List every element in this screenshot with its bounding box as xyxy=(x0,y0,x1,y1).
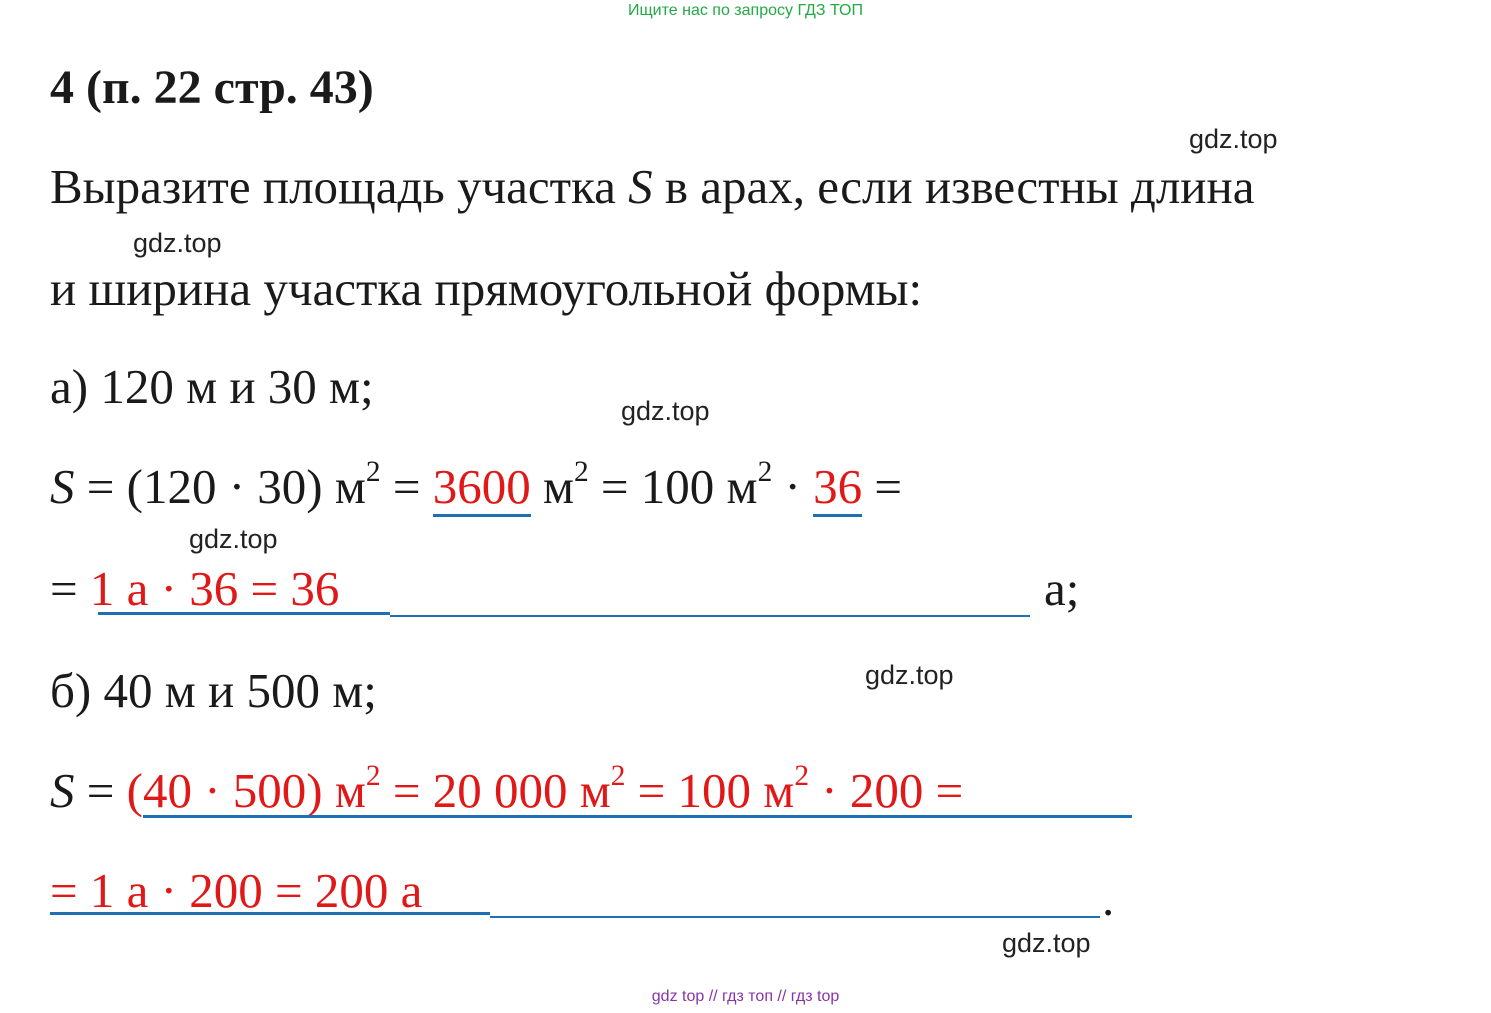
watermark: gdz.top xyxy=(865,660,954,690)
exercise-title: 4 (п. 22 стр. 43) xyxy=(50,61,374,114)
part-b-label: б) 40 м и 500 м; xyxy=(50,663,377,718)
part-a-equation-1 xyxy=(50,455,902,514)
watermark: gdz.top xyxy=(133,228,222,258)
answer-text: = 20 000 м xyxy=(380,763,611,818)
exponent: 2 xyxy=(573,455,589,488)
eq-text: = xyxy=(50,561,90,616)
task-text: в арах, если известны длина xyxy=(652,159,1255,214)
variable-s: S xyxy=(50,763,75,818)
eq-text: · xyxy=(772,459,814,514)
unit-ares: а; xyxy=(1044,561,1080,616)
exponent: 2 xyxy=(365,759,381,792)
answer-underline xyxy=(50,912,490,915)
eq-text: = xyxy=(74,763,127,818)
watermark: gdz.top xyxy=(1002,928,1091,958)
variable-s: S xyxy=(628,159,653,214)
answer-text: = 100 м xyxy=(625,763,795,818)
part-b-equation-1 xyxy=(50,759,964,818)
fill-in-blank xyxy=(490,916,1100,918)
eq-text: = (120 · 30) м xyxy=(74,459,366,514)
part-a-equation-2 xyxy=(50,561,340,616)
answer-line-b2: = 1 а · 200 = 200 а xyxy=(50,863,423,918)
answer-underline xyxy=(143,815,1132,818)
exponent: 2 xyxy=(757,455,773,488)
answer-3600: 3600 xyxy=(433,459,531,517)
answer-text: (40 · 500) м xyxy=(126,763,366,818)
fill-in-blank xyxy=(390,615,1030,617)
watermark: gdz.top xyxy=(189,524,278,554)
watermark: gdz.top xyxy=(621,396,710,426)
task-line-2: и ширина участка прямоугольной формы: xyxy=(50,261,923,316)
eq-text: = 100 м xyxy=(588,459,758,514)
answer-line-a: 1 а · 36 = 36 xyxy=(89,561,340,616)
answer-36: 36 xyxy=(813,459,862,517)
watermark: gdz.top xyxy=(1189,124,1278,154)
answer-underline xyxy=(98,612,390,615)
top-banner: Ищите нас по запросу ГДЗ ТОП xyxy=(628,2,863,19)
eq-text: = xyxy=(862,459,902,514)
exponent: 2 xyxy=(610,759,626,792)
exponent: 2 xyxy=(794,759,810,792)
footer-links: gdz top // гдз топ // гдз top xyxy=(651,988,840,1005)
answer-text: · 200 = xyxy=(809,763,964,818)
eq-text: = xyxy=(380,459,433,514)
answer-line-b1 xyxy=(126,759,964,818)
eq-text: м xyxy=(530,459,574,514)
variable-s: S xyxy=(50,459,75,514)
part-a-label: а) 120 м и 30 м; xyxy=(50,359,374,414)
task-text: Выразите площадь участка xyxy=(50,159,629,214)
period: . xyxy=(1102,871,1115,926)
task-line-1 xyxy=(50,159,1255,214)
exponent: 2 xyxy=(365,455,381,488)
